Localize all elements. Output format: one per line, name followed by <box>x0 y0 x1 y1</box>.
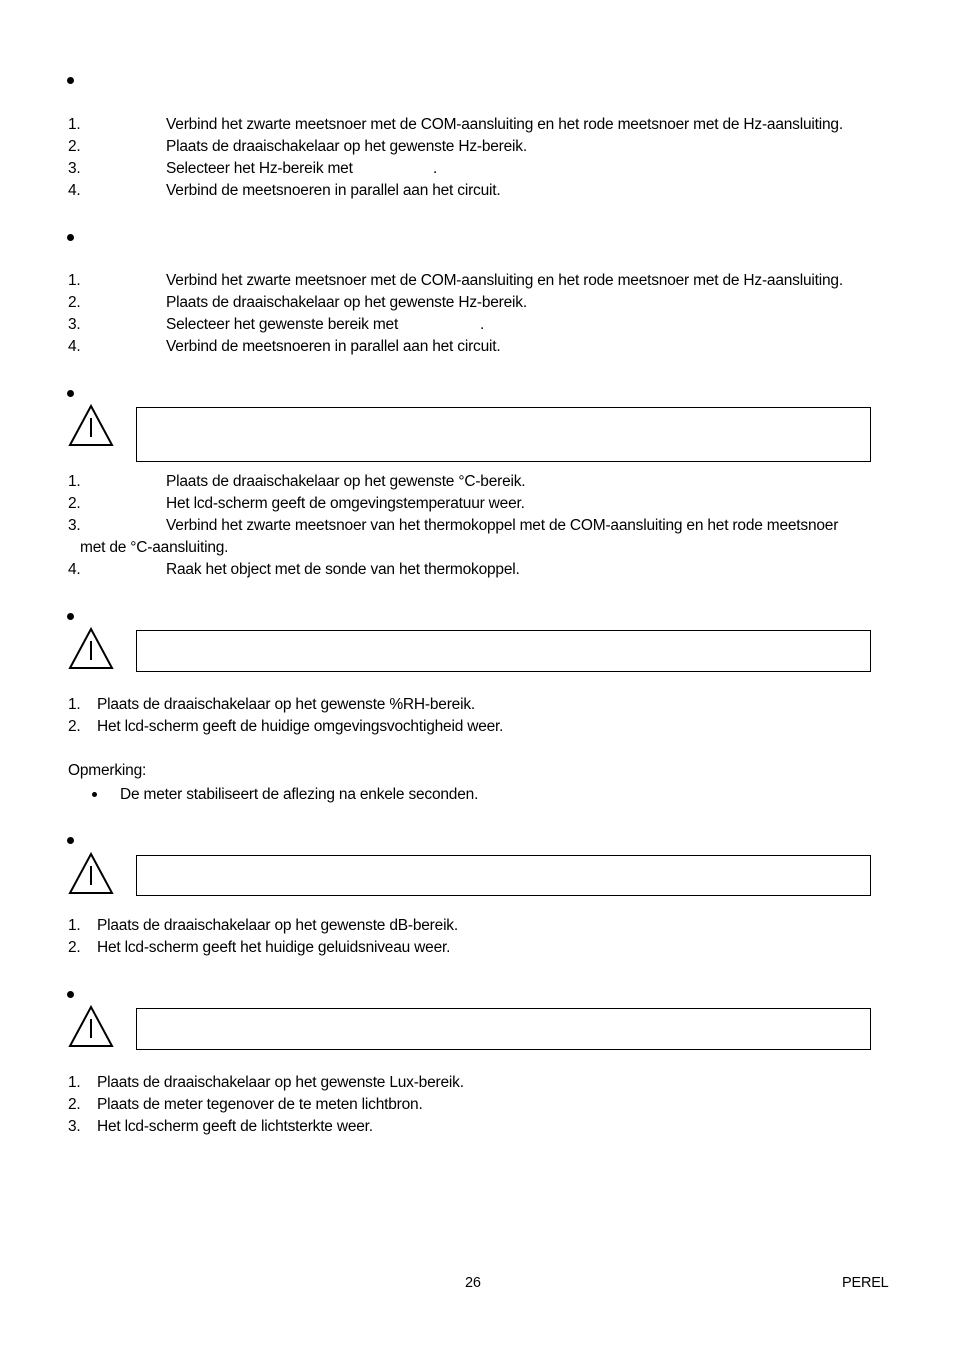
list-item-text: Plaats de draaischakelaar op het gewenste dB-bereik. <box>97 917 458 934</box>
list-item-suffix: . <box>480 316 485 333</box>
warning-triangle-icon <box>68 627 114 670</box>
warning-box <box>136 630 871 672</box>
list-item-number: 1. <box>68 1074 81 1091</box>
section6-bullet-icon <box>67 991 74 998</box>
list-item-continuation: met de °C-aansluiting. <box>80 539 229 556</box>
list-item-number: 3. <box>68 316 81 333</box>
list-item-text: Verbind het zwarte meetsnoer van het thermokoppel met de COM-aansluiting en het rode meetsnoer <box>166 517 839 534</box>
list-item-text: Het lcd-scherm geeft de huidige omgevingsvochtigheid weer. <box>97 718 504 735</box>
warning-box <box>136 407 871 462</box>
note-bullet-icon <box>92 792 97 797</box>
section4-bullet-icon <box>67 613 74 620</box>
list-item-number: 2. <box>68 939 81 956</box>
list-item-text: Raak het object met de sonde van het thermokoppel. <box>166 561 520 578</box>
list-item-text: Plaats de meter tegenover de te meten lichtbron. <box>97 1096 423 1113</box>
list-item-number: 3. <box>68 160 81 177</box>
list-item-text: Verbind de meetsnoeren in parallel aan het circuit. <box>166 182 501 199</box>
list-item-text: Verbind de meetsnoeren in parallel aan het circuit. <box>166 338 501 355</box>
list-item-number: 2. <box>68 294 81 311</box>
list-item-number: 4. <box>68 182 81 199</box>
warning-box <box>136 1008 871 1050</box>
section1-bullet-icon <box>67 77 74 84</box>
list-item-number: 3. <box>68 1118 81 1135</box>
list-item-number: 2. <box>68 718 81 735</box>
list-item-text: Plaats de draaischakelaar op het gewenste Hz-bereik. <box>166 294 527 311</box>
list-item-number: 2. <box>68 1096 81 1113</box>
list-item-number: 1. <box>68 696 81 713</box>
warning-triangle-icon <box>68 404 114 447</box>
list-item-number: 1. <box>68 272 81 289</box>
list-item-text: Plaats de draaischakelaar op het gewenste Hz-bereik. <box>166 138 527 155</box>
list-item-number: 1. <box>68 116 81 133</box>
note-text: De meter stabiliseert de aflezing na enkele seconden. <box>120 786 479 803</box>
warning-box <box>136 855 871 896</box>
list-item-text: Plaats de draaischakelaar op het gewenste °C-bereik. <box>166 473 526 490</box>
list-item-number: 1. <box>68 917 81 934</box>
list-item-number: 3. <box>68 517 81 534</box>
list-item-text: Het lcd-scherm geeft het huidige geluidsniveau weer. <box>97 939 451 956</box>
footer-brand: PEREL <box>842 1275 889 1291</box>
section2-bullet-icon <box>67 234 74 241</box>
list-item-number: 4. <box>68 338 81 355</box>
note-label: Opmerking: <box>68 762 147 779</box>
page-number: 26 <box>465 1275 481 1291</box>
list-item-text: Selecteer het Hz-bereik met <box>166 160 353 177</box>
list-item-text: Het lcd-scherm geeft de omgevingstemperatuur weer. <box>166 495 525 512</box>
list-item-number: 1. <box>68 473 81 490</box>
list-item-number: 4. <box>68 561 81 578</box>
list-item-text: Plaats de draaischakelaar op het gewenste Lux-bereik. <box>97 1074 464 1091</box>
list-item-text: Het lcd-scherm geeft de lichtsterkte weer. <box>97 1118 373 1135</box>
list-item-number: 2. <box>68 138 81 155</box>
warning-triangle-icon <box>68 1005 114 1048</box>
list-item-text: Selecteer het gewenste bereik met <box>166 316 399 333</box>
list-item-text: Plaats de draaischakelaar op het gewenste %RH-bereik. <box>97 696 475 713</box>
list-item-number: 2. <box>68 495 81 512</box>
list-item-suffix: . <box>433 160 438 177</box>
list-item-text: Verbind het zwarte meetsnoer met de COM-aansluiting en het rode meetsnoer met de Hz-aansluiting. <box>166 116 843 133</box>
section3-bullet-icon <box>67 390 74 397</box>
section5-bullet-icon <box>67 837 74 844</box>
list-item-text: Verbind het zwarte meetsnoer met de COM-aansluiting en het rode meetsnoer met de Hz-aansluiting. <box>166 272 843 289</box>
warning-triangle-icon <box>68 852 114 895</box>
